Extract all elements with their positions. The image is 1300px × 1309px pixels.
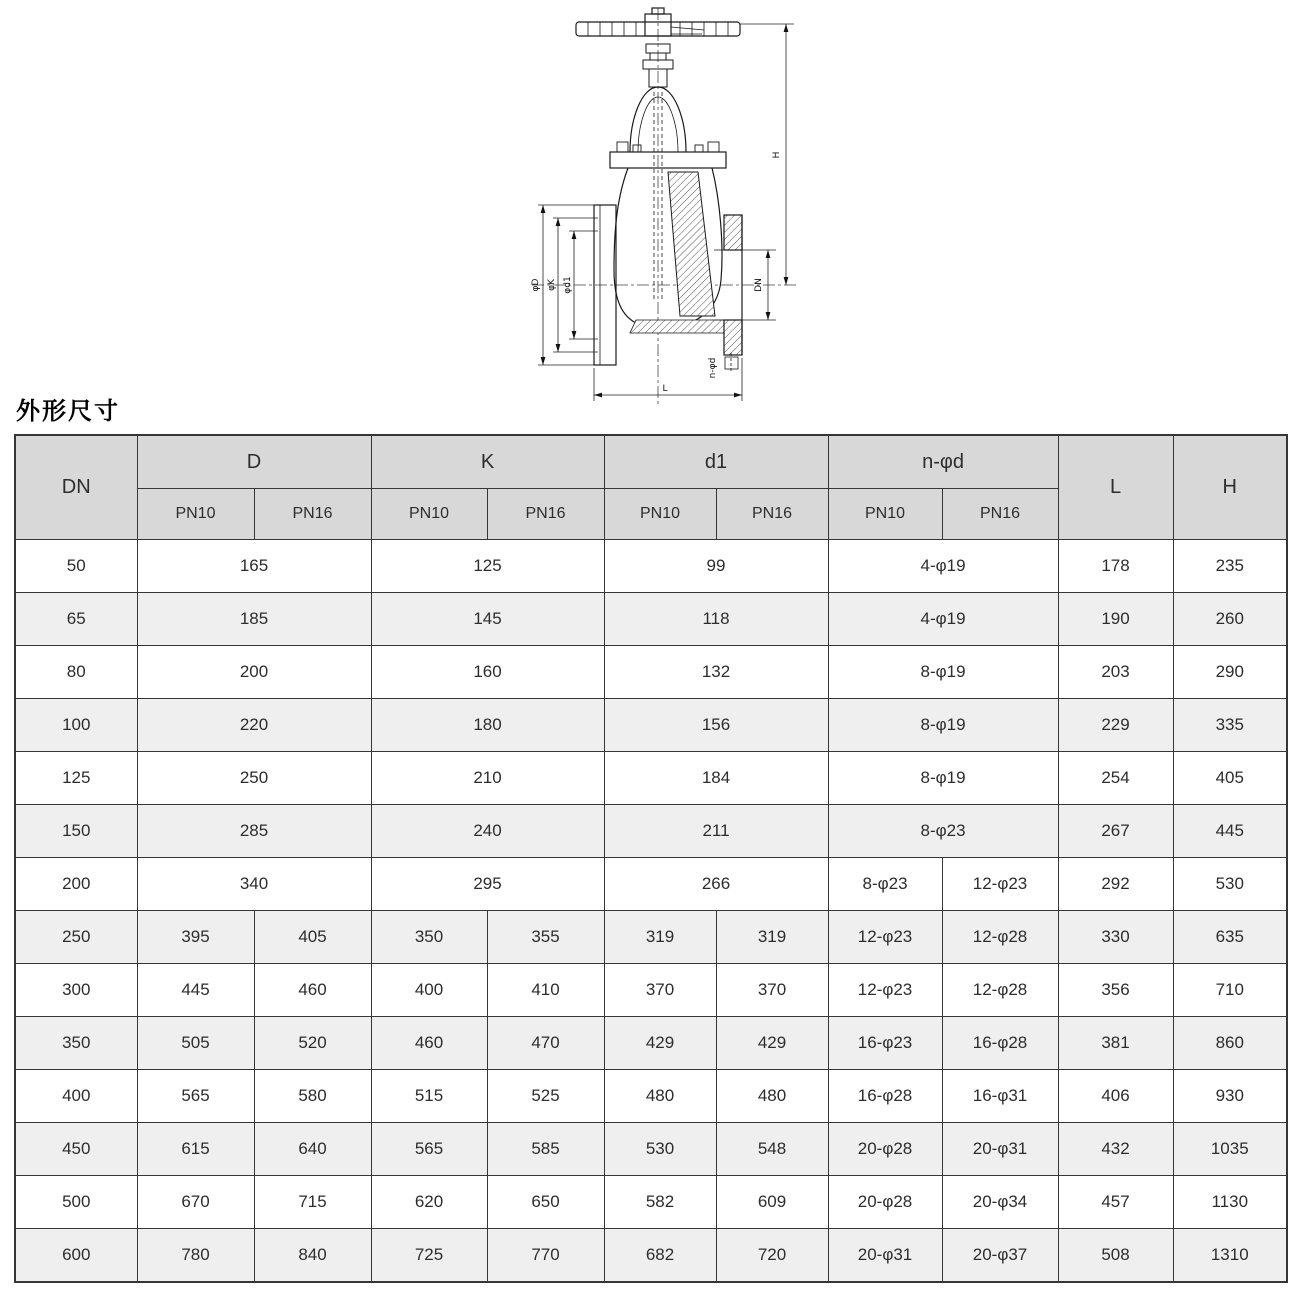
pipe-bottom-wall <box>630 320 724 333</box>
table-cell: 720 <box>716 1229 828 1283</box>
table-cell: 355 <box>487 911 604 964</box>
header-d-pn16: PN16 <box>254 489 371 540</box>
table-cell: 530 <box>1173 858 1287 911</box>
table-cell: 125 <box>371 540 604 593</box>
table-cell: 725 <box>371 1229 487 1283</box>
header-group-d: D <box>137 435 371 489</box>
table-cell: 20-φ37 <box>942 1229 1058 1283</box>
table-cell: 285 <box>137 805 371 858</box>
table-cell: 190 <box>1058 593 1173 646</box>
table-cell: 203 <box>1058 646 1173 699</box>
table-cell: 400 <box>371 964 487 1017</box>
table-cell: 429 <box>604 1017 716 1070</box>
table-cell: 406 <box>1058 1070 1173 1123</box>
dimension-lines <box>538 24 794 401</box>
table-cell: 16-φ23 <box>828 1017 942 1070</box>
table-cell: 250 <box>15 911 137 964</box>
table-cell: 505 <box>137 1017 254 1070</box>
table-cell: 520 <box>254 1017 371 1070</box>
table-cell: 180 <box>371 699 604 752</box>
table-row <box>15 805 1287 858</box>
table-cell: 840 <box>254 1229 371 1283</box>
table-cell: 20-φ34 <box>942 1176 1058 1229</box>
table-cell: 585 <box>487 1123 604 1176</box>
table-cell: 860 <box>1173 1017 1287 1070</box>
table-cell: 8-φ19 <box>828 646 1058 699</box>
dim-label-phi-k: φK <box>547 279 557 291</box>
table-cell: 300 <box>15 964 137 1017</box>
table-cell: 410 <box>487 964 604 1017</box>
table-cell: 615 <box>137 1123 254 1176</box>
table-cell: 715 <box>254 1176 371 1229</box>
dim-label-l: L <box>662 384 668 394</box>
table-cell: 335 <box>1173 699 1287 752</box>
table-cell: 16-φ31 <box>942 1070 1058 1123</box>
centerlines <box>532 8 796 406</box>
table-cell: 16-φ28 <box>942 1017 1058 1070</box>
table-cell: 405 <box>1173 752 1287 805</box>
table-cell: 12-φ23 <box>942 858 1058 911</box>
table-cell: 210 <box>371 752 604 805</box>
table-cell: 460 <box>371 1017 487 1070</box>
table-cell: 457 <box>1058 1176 1173 1229</box>
table-row <box>15 1070 1287 1123</box>
dim-label-phi-d1: φd1 <box>563 276 573 294</box>
table-cell: 405 <box>254 911 371 964</box>
dim-label-h: H <box>772 151 782 159</box>
table-cell: 330 <box>1058 911 1173 964</box>
table-cell: 50 <box>15 540 137 593</box>
table-cell: 319 <box>716 911 828 964</box>
header-nphid-pn16: PN16 <box>942 489 1058 540</box>
table-row <box>15 540 1287 593</box>
table-cell: 710 <box>1173 964 1287 1017</box>
table-cell: 16-φ28 <box>828 1070 942 1123</box>
table-cell: 260 <box>1173 593 1287 646</box>
table-cell: 145 <box>371 593 604 646</box>
table-cell: 12-φ23 <box>828 911 942 964</box>
table-cell: 582 <box>604 1176 716 1229</box>
table-cell: 100 <box>15 699 137 752</box>
table-cell: 20-φ28 <box>828 1123 942 1176</box>
header-k-pn10: PN10 <box>371 489 487 540</box>
table-cell: 12-φ28 <box>942 911 1058 964</box>
table-cell: 1035 <box>1173 1123 1287 1176</box>
table-cell: 20-φ31 <box>828 1229 942 1283</box>
table-cell: 150 <box>15 805 137 858</box>
table-cell: 650 <box>487 1176 604 1229</box>
table-cell: 250 <box>137 752 371 805</box>
table-cell: 432 <box>1058 1123 1173 1176</box>
table-cell: 600 <box>15 1229 137 1283</box>
table-cell: 670 <box>137 1176 254 1229</box>
table-cell: 356 <box>1058 964 1173 1017</box>
table-cell: 235 <box>1173 540 1287 593</box>
table-cell: 480 <box>716 1070 828 1123</box>
header-d1-pn16: PN16 <box>716 489 828 540</box>
gate-wedge <box>668 172 715 316</box>
table-cell: 515 <box>371 1070 487 1123</box>
table-cell: 125 <box>15 752 137 805</box>
bolt-hole-detail <box>725 353 738 373</box>
header-k-pn16: PN16 <box>487 489 604 540</box>
table-cell: 445 <box>137 964 254 1017</box>
table-cell: 4-φ19 <box>828 540 1058 593</box>
table-cell: 132 <box>604 646 828 699</box>
table-cell: 229 <box>1058 699 1173 752</box>
table-cell: 292 <box>1058 858 1173 911</box>
table-row <box>15 964 1287 1017</box>
table-cell: 8-φ19 <box>828 699 1058 752</box>
table-cell: 770 <box>487 1229 604 1283</box>
table-cell: 178 <box>1058 540 1173 593</box>
table-cell: 99 <box>604 540 828 593</box>
table-row <box>15 1123 1287 1176</box>
table-cell: 450 <box>15 1123 137 1176</box>
table-cell: 156 <box>604 699 828 752</box>
table-cell: 609 <box>716 1176 828 1229</box>
table-cell: 240 <box>371 805 604 858</box>
table-row <box>15 1017 1287 1070</box>
table-cell: 220 <box>137 699 371 752</box>
table-cell: 4-φ19 <box>828 593 1058 646</box>
table-cell: 165 <box>137 540 371 593</box>
table-row <box>15 911 1287 964</box>
table-cell: 12-φ28 <box>942 964 1058 1017</box>
dimension-table-body <box>15 540 1287 1283</box>
table-cell: 118 <box>604 593 828 646</box>
table-cell: 184 <box>604 752 828 805</box>
valve-section-drawing <box>518 0 820 414</box>
table-cell: 1130 <box>1173 1176 1287 1229</box>
table-cell: 780 <box>137 1229 254 1283</box>
table-cell: 565 <box>137 1070 254 1123</box>
header-group-d1: d1 <box>604 435 828 489</box>
header-d-pn10: PN10 <box>137 489 254 540</box>
table-row <box>15 593 1287 646</box>
table-cell: 200 <box>137 646 371 699</box>
dimension-table <box>14 434 1288 1283</box>
table-cell: 350 <box>371 911 487 964</box>
table-cell: 12-φ23 <box>828 964 942 1017</box>
dim-label-n-phi-d: n-φd <box>708 357 718 379</box>
table-cell: 8-φ23 <box>828 805 1058 858</box>
header-l: L <box>1058 435 1173 540</box>
table-cell: 370 <box>604 964 716 1017</box>
table-cell: 267 <box>1058 805 1173 858</box>
table-row <box>15 858 1287 911</box>
table-row <box>15 752 1287 805</box>
table-row <box>15 1176 1287 1229</box>
table-cell: 548 <box>716 1123 828 1176</box>
table-cell: 65 <box>15 593 137 646</box>
table-cell: 930 <box>1173 1070 1287 1123</box>
table-cell: 319 <box>604 911 716 964</box>
table-cell: 525 <box>487 1070 604 1123</box>
table-cell: 1310 <box>1173 1229 1287 1283</box>
table-cell: 211 <box>604 805 828 858</box>
table-cell: 8-φ23 <box>828 858 942 911</box>
table-cell: 640 <box>254 1123 371 1176</box>
table-cell: 395 <box>137 911 254 964</box>
table-cell: 20-φ28 <box>828 1176 942 1229</box>
header-h: H <box>1173 435 1287 540</box>
table-row <box>15 699 1287 752</box>
header-d1-pn10: PN10 <box>604 489 716 540</box>
table-cell: 200 <box>15 858 137 911</box>
header-nphid-pn10: PN10 <box>828 489 942 540</box>
table-cell: 80 <box>15 646 137 699</box>
table-cell: 565 <box>371 1123 487 1176</box>
table-cell: 295 <box>371 858 604 911</box>
table-cell: 8-φ19 <box>828 752 1058 805</box>
table-cell: 160 <box>371 646 604 699</box>
table-cell: 381 <box>1058 1017 1173 1070</box>
table-row <box>15 1229 1287 1283</box>
table-cell: 340 <box>137 858 371 911</box>
table-cell: 445 <box>1173 805 1287 858</box>
header-group-nphid: n-φd <box>828 435 1058 489</box>
table-cell: 500 <box>15 1176 137 1229</box>
table-cell: 470 <box>487 1017 604 1070</box>
table-cell: 480 <box>604 1070 716 1123</box>
table-cell: 530 <box>604 1123 716 1176</box>
table-cell: 290 <box>1173 646 1287 699</box>
table-header <box>15 435 1287 540</box>
page-title: 外形尺寸 <box>16 398 120 425</box>
gate-valve-svg <box>518 0 820 414</box>
table-row <box>15 646 1287 699</box>
table-cell: 185 <box>137 593 371 646</box>
table-cell: 266 <box>604 858 828 911</box>
table-cell: 620 <box>371 1176 487 1229</box>
table-cell: 682 <box>604 1229 716 1283</box>
bonnet <box>610 87 726 168</box>
header-dn: DN <box>15 435 137 540</box>
table-cell: 635 <box>1173 911 1287 964</box>
table-cell: 20-φ31 <box>942 1123 1058 1176</box>
table-cell: 429 <box>716 1017 828 1070</box>
table-cell: 508 <box>1058 1229 1173 1283</box>
dim-label-phi-d: φD <box>531 278 541 292</box>
dim-label-dn: DN <box>754 278 764 292</box>
table-cell: 400 <box>15 1070 137 1123</box>
table-cell: 460 <box>254 964 371 1017</box>
table-cell: 580 <box>254 1070 371 1123</box>
table-cell: 254 <box>1058 752 1173 805</box>
table-cell: 370 <box>716 964 828 1017</box>
table-cell: 350 <box>15 1017 137 1070</box>
header-group-k: K <box>371 435 604 489</box>
